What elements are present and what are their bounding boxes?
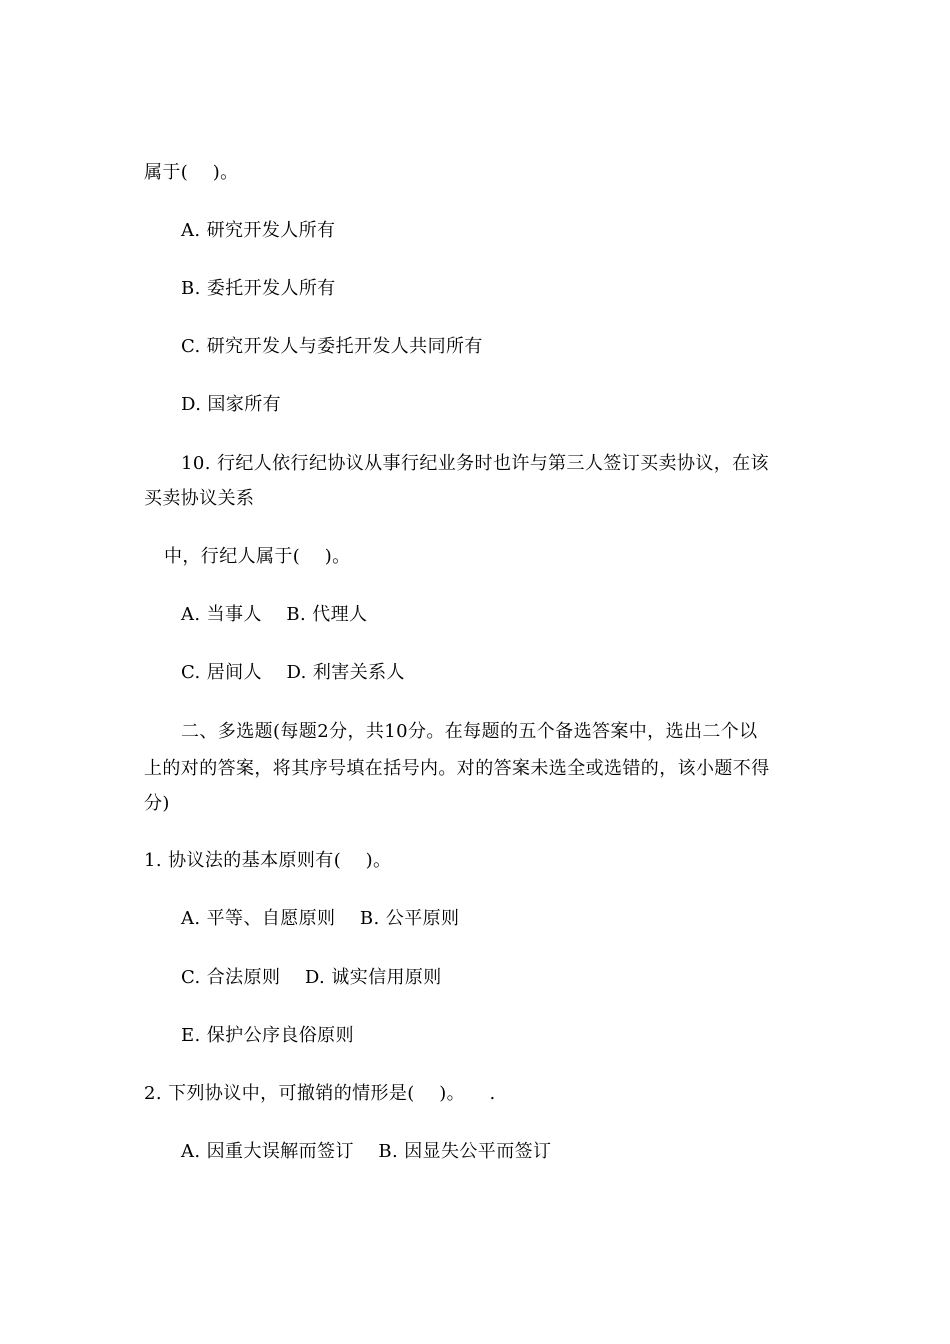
question-9-stem-continuation: 属于( )。 — [144, 162, 239, 183]
mc-question-1-option-e: E. 保护公序良俗原则 — [181, 1025, 354, 1046]
question-9-option-a: A. 研究开发人所有 — [181, 220, 336, 241]
question-9-option-c: C. 研究开发人与委托开发人共同所有 — [181, 336, 483, 357]
mc-question-1-options-ab: A. 平等、自愿原则 B. 公平原则 — [181, 908, 460, 929]
mc-question-2-stem: 2. 下列协议中，可撤销的情形是( )。 . — [144, 1083, 496, 1104]
question-10-stem-line-1: 10. 行纪人依行纪协议从事行纪业务时也许与第三人签订买卖协议，在该 — [181, 453, 769, 474]
section-2-heading-line-2: 上的对的答案，将其序号填在括号内。对的答案未选全或选错的，该小题不得 — [144, 758, 770, 779]
question-10-stem-line-2: 买卖协议关系 — [144, 488, 255, 509]
mc-question-1-options-cd: C. 合法原则 D. 诚实信用原则 — [181, 967, 442, 988]
mc-question-1-stem: 1. 协议法的基本原则有( )。 — [144, 850, 392, 871]
mc-question-2-options-ab: A. 因重大误解而签订 B. 因显失公平而签订 — [181, 1141, 552, 1162]
question-10-options-cd: C. 居间人 D. 利害关系人 — [181, 662, 405, 683]
question-9-option-b: B. 委托开发人所有 — [181, 278, 336, 299]
question-9-option-d: D. 国家所有 — [181, 394, 282, 415]
section-2-heading-line-3: 分) — [144, 793, 170, 814]
section-2-heading-line-1: 二、多选题(每题2分，共10分。在每题的五个备选答案中，选出二个以 — [181, 721, 758, 742]
question-10-options-ab: A. 当事人 B. 代理人 — [181, 604, 368, 625]
question-10-stem-line-3: 中，行纪人属于( )。 — [164, 546, 351, 567]
